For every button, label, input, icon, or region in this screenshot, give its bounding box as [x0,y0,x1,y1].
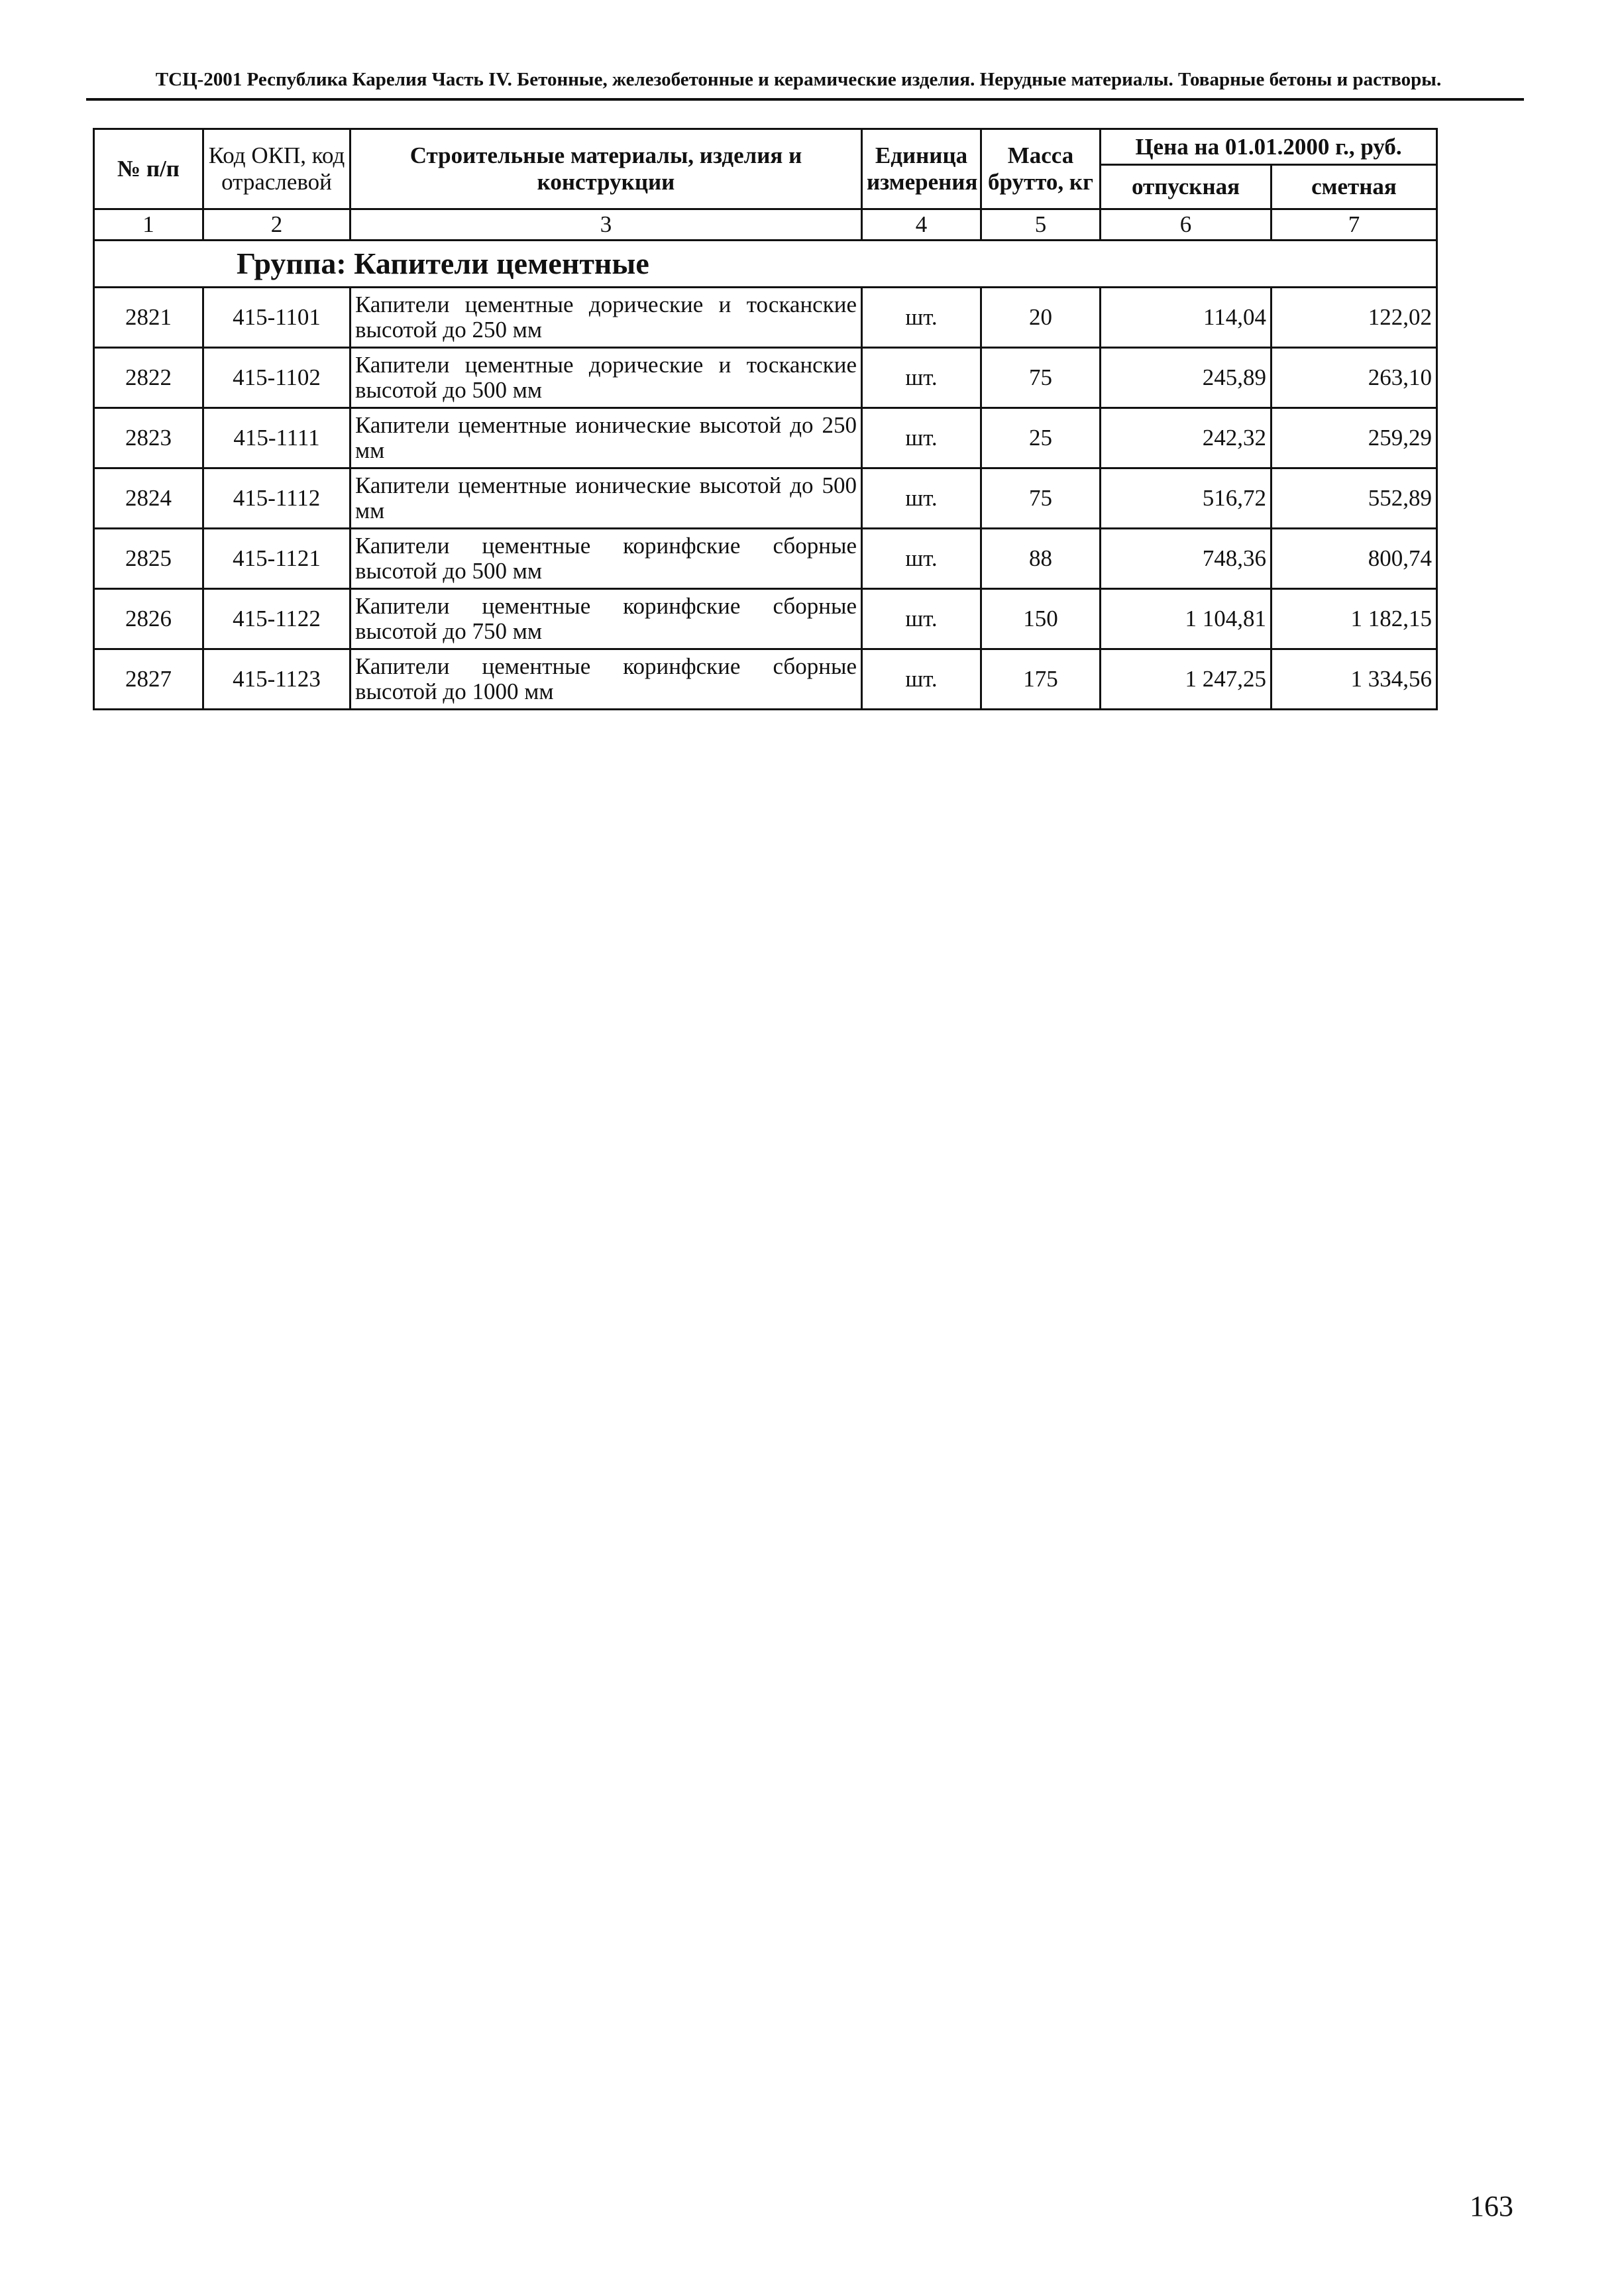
table-row [94,288,1437,348]
row-name: Капители цементные ионические высотой до 250 мм [351,408,862,468]
page-number: 163 [1470,2190,1513,2222]
row-code: 415-1102 [203,348,351,408]
row-mass: 75 [981,348,1101,408]
header-material-name: Строительные материалы, изделия и конструкции [351,129,862,209]
column-number: 4 [862,209,981,241]
row-code: 415-1111 [203,408,351,468]
row-unit: шт. [862,649,981,710]
price-table [93,128,1438,710]
row-mass: 25 [981,408,1101,468]
row-unit: шт. [862,529,981,589]
table-header-row [94,129,1437,165]
header-unit: Единица измерения [862,129,981,209]
row-release-price: 516,72 [1101,468,1272,529]
header-okp-code: Код ОКП, код отраслевой [203,129,351,209]
table-row [94,529,1437,589]
row-estimate-price: 800,74 [1272,529,1437,589]
column-numbers-row [94,209,1437,241]
page-header-title: ТСЦ-2001 Республика Карелия Часть IV. Бетонные, железобетонные и керамические изделия. Нерудные материалы. Товарные бетоны и растворы. [155,69,1442,90]
row-code: 415-1101 [203,288,351,348]
row-release-price: 1 104,81 [1101,589,1272,649]
row-release-price: 748,36 [1101,529,1272,589]
header-price: Цена на 01.01.2000 г., руб. [1101,129,1437,165]
row-release-price: 242,32 [1101,408,1272,468]
row-mass: 175 [981,649,1101,710]
header-release-price: отпускная [1101,165,1272,209]
row-name: Капители цементные дорические и тосканские высотой до 250 мм [351,288,862,348]
row-estimate-price: 552,89 [1272,468,1437,529]
row-estimate-price: 263,10 [1272,348,1437,408]
row-estimate-price: 259,29 [1272,408,1437,468]
table-row [94,348,1437,408]
header-estimate-price: сметная [1272,165,1437,209]
row-release-price: 114,04 [1101,288,1272,348]
header-mass: Масса брутто, кг [981,129,1101,209]
row-estimate-price: 1 182,15 [1272,589,1437,649]
column-number: 7 [1272,209,1437,241]
row-unit: шт. [862,408,981,468]
row-num: 2822 [94,348,203,408]
row-name: Капители цементные ионические высотой до 500 мм [351,468,862,529]
row-estimate-price: 1 334,56 [1272,649,1437,710]
column-number: 2 [203,209,351,241]
row-release-price: 1 247,25 [1101,649,1272,710]
row-code: 415-1112 [203,468,351,529]
table-row [94,589,1437,649]
header-num: № п/п [94,129,203,209]
group-title: Группа: Капители цементные [94,241,1437,288]
row-mass: 150 [981,589,1101,649]
row-name: Капители цементные коринфские сборные высотой до 1000 мм [351,649,862,710]
row-num: 2826 [94,589,203,649]
row-code: 415-1121 [203,529,351,589]
row-mass: 75 [981,468,1101,529]
row-estimate-price: 122,02 [1272,288,1437,348]
row-code: 415-1123 [203,649,351,710]
group-row [94,241,1437,288]
header-divider [86,98,1524,101]
row-unit: шт. [862,348,981,408]
column-number: 6 [1101,209,1272,241]
row-num: 2825 [94,529,203,589]
row-code: 415-1122 [203,589,351,649]
column-number: 5 [981,209,1101,241]
row-name: Капители цементные дорические и тосканские высотой до 500 мм [351,348,862,408]
row-num: 2824 [94,468,203,529]
row-num: 2821 [94,288,203,348]
column-number: 1 [94,209,203,241]
row-mass: 20 [981,288,1101,348]
row-num: 2823 [94,408,203,468]
table-row [94,408,1437,468]
table-row [94,468,1437,529]
row-unit: шт. [862,468,981,529]
row-release-price: 245,89 [1101,348,1272,408]
column-number: 3 [351,209,862,241]
row-name: Капители цементные коринфские сборные высотой до 750 мм [351,589,862,649]
row-unit: шт. [862,288,981,348]
table-row [94,649,1437,710]
row-mass: 88 [981,529,1101,589]
row-name: Капители цементные коринфские сборные высотой до 500 мм [351,529,862,589]
row-unit: шт. [862,589,981,649]
row-num: 2827 [94,649,203,710]
